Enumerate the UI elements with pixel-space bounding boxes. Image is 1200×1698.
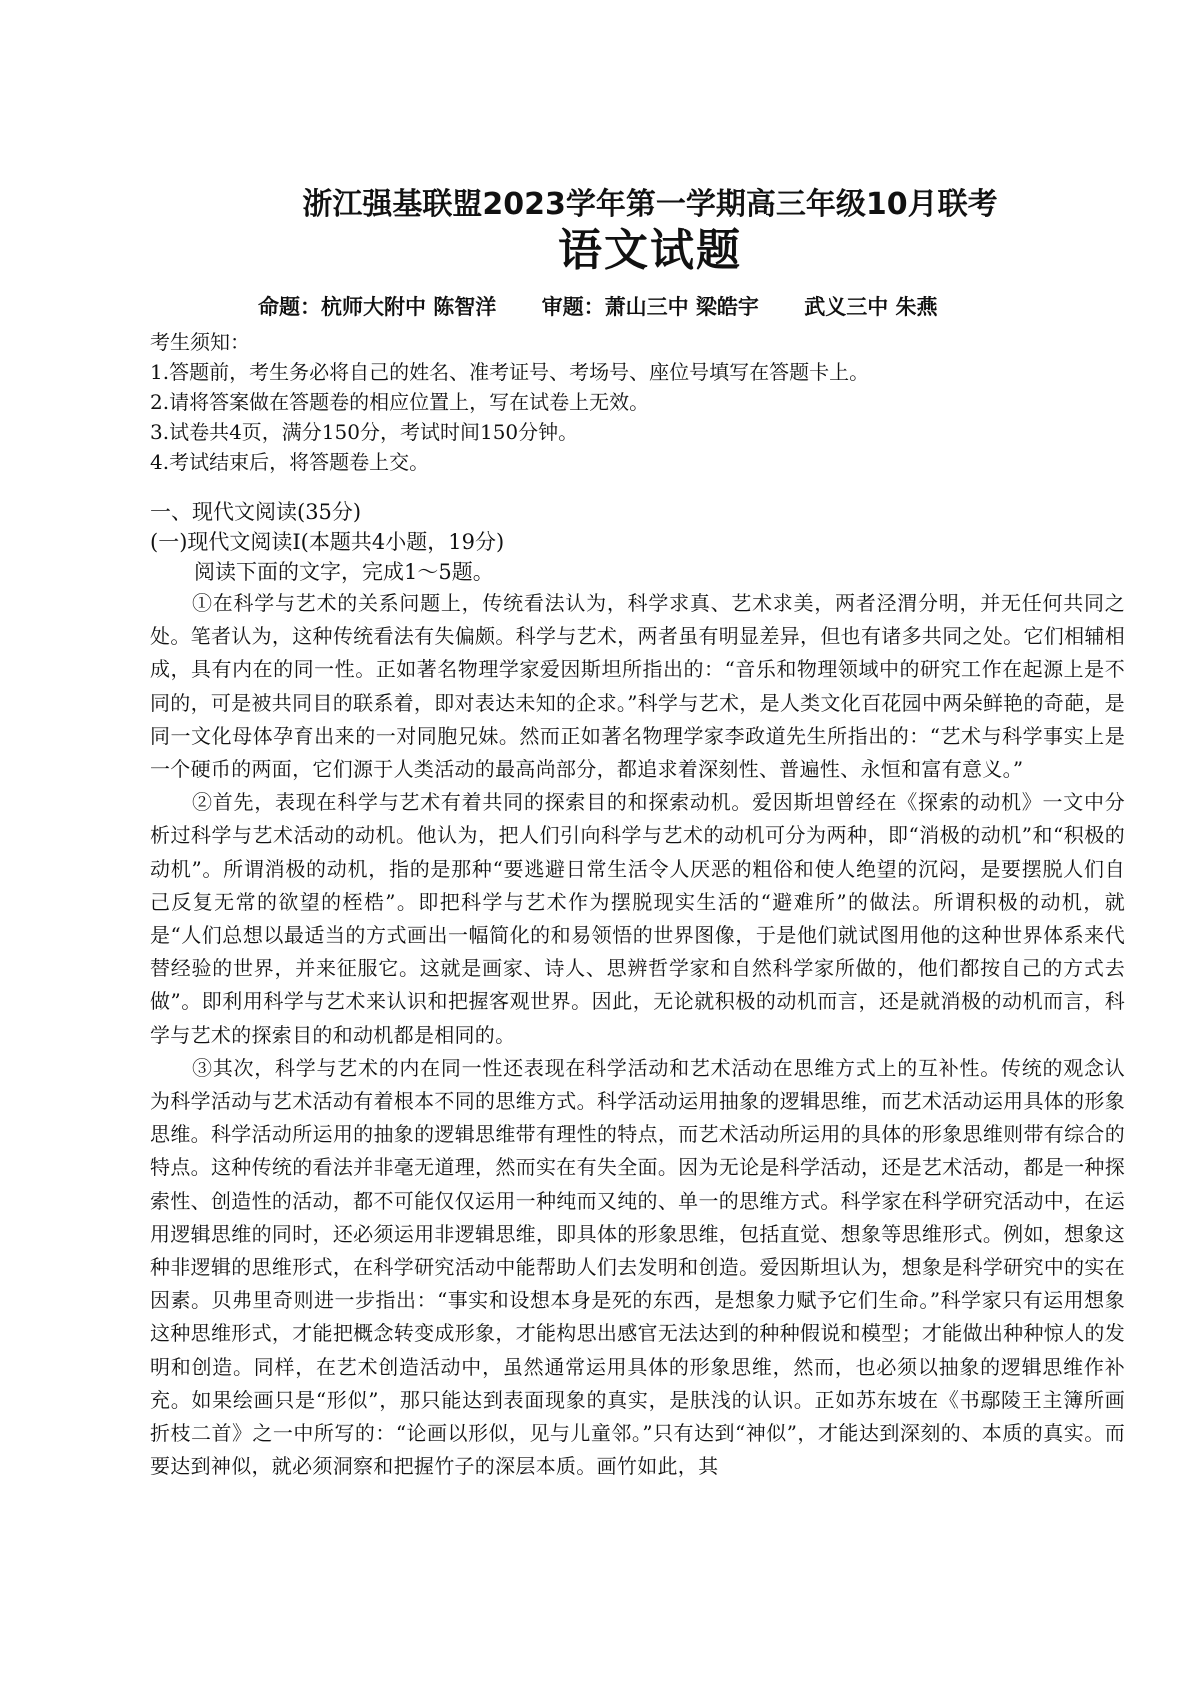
setter-credit: 命题：杭师大附中 陈智洋 [258, 294, 497, 319]
exam-page [150, 185, 1125, 1483]
subsection-heading: (一)现代文阅读Ⅰ(本题共4小题，19分) [150, 530, 505, 554]
notice-heading: 考生须知： [150, 330, 250, 354]
reviewer-credit-1: 审题：萧山三中 梁皓宇 [541, 294, 759, 319]
exam-subject-title: 语文试题 [558, 225, 742, 276]
passage-paragraph-3: ③其次，科学与艺术的内在同一性还表现在科学活动和艺术活动在思维方式上的互补性。传统的观念认为科学活动与艺术活动有着根本不同的思维方式。科学活动运用抽象的逻辑思维，而艺术活动运用具体的形象思维。科学活动所运用的抽象的逻辑思维带有理性的特点，而艺术活动所运用的具体的形象思维则带有综合的特点。这种传统的看法并非毫无道理，然而实在有失全面。因为无论是科学活动，还是艺术活动，都是一种探索性、创造性的活动，都不可能仅仅运用一种纯而又纯的、单一的思维方式。科学家在科学研究活动中，在运用逻辑思维的同时，还必须运用非逻辑思维，即具体的形象思维，包括直觉、想象等思维形式。例如，想象这种非逻辑的思维形式，在科学研究活动中能帮助人们去发明和创造。爱因斯坦认为，想象是科学研究中的实在因素。贝弗里奇则进一步指出：“事实和设想本身是死的东西，是想象力赋予它们生命。”科学家只有运用想象这种思维形式，才能把概念转变成形象，才能构思出感官无法达到的种种假说和模型；才能做出种种惊人的发明和创造。同样，在艺术创造活动中，虽然通常运用具体的形象思维，然而，也必须以抽象的逻辑思维作补充。如果绘画只是“形似”，那只能达到表面现象的真实，是肤浅的认识。正如苏东坡在《书鄢陵王主簿所画折枝二首》之一中所写的：“论画以形似，见与儿童邻。”只有达到“神似”，才能达到深刻的、本质的真实。而要达到神似，就必须洞察和把握竹子的深层本质。画竹如此，其 [150, 1055, 1125, 1479]
passage-paragraph-2: ②首先，表现在科学与艺术有着共同的探索目的和探索动机。爱因斯坦曾经在《探索的动机》一文中分析过科学与艺术活动的动机。他认为，把人们引向科学与艺术的动机可分为两种，即“消极的动机”和“积极的动机”。所谓消极的动机，指的是那种“要逃避日常生活令人厌恶的粗俗和使人绝望的沉闷，是要摆脱人们自己反复无常的欲望的桎梏”。即把科学与艺术作为摆脱现实生活的“避难所”的做法。所谓积极的动机，就是“人们总想以最适当的方式画出一幅简化的和易领悟的世界图像，于是他们就试图用他的这种世界体系来代替经验的世界，并来征服它。这就是画家、诗人、思辨哲学家和自然科学家所做的，他们都按自己的方式去做”。即利用科学与艺术来认识和把握客观世界。因此，无论就积极的动机而言，还是就消极的动机而言，科学与艺术的探索目的和动机都是相同的。 [150, 790, 1125, 1047]
notice-item: 2.请将答案做在答题卷的相应位置上，写在试卷上无效。 [150, 390, 650, 414]
notice-item: 1.答题前，考生务必将自己的姓名、准考证号、考场号、座位号填写在答题卡上。 [150, 360, 870, 384]
section-heading: 一、现代文阅读(35分) [150, 500, 362, 524]
reviewer-credit-2: 武义三中 朱燕 [804, 294, 938, 319]
passage-paragraph-1: ①在科学与艺术的关系问题上，传统看法认为，科学求真、艺术求美，两者泾渭分明，并无任何共同之处。笔者认为，这种传统看法有失偏颇。科学与艺术，两者虽有明显差异，但也有诸多共同之处。它们相辅相成，具有内在的同一性。正如著名物理学家爱因斯坦所指出的：“音乐和物理领域中的研究工作在起源上是不同的，可是被共同目的联系着，即对表达未知的企求。”科学与艺术，是人类文化百花园中两朵鲜艳的奇葩，是同一文化母体孕育出来的一对同胞兄妹。然而正如著名物理学家李政道先生所指出的：“艺术与科学事实上是一个硬币的两面，它们源于人类活动的最高尚部分，都追求着深刻性、普遍性、永恒和富有意义。” [150, 591, 1125, 782]
exam-title: 浙江强基联盟2023学年第一学期高三年级10月联考 [302, 187, 998, 222]
notice-item: 4.考试结束后，将答题卷上交。 [150, 450, 430, 474]
reading-instruction: 阅读下面的文字，完成1～5题。 [194, 560, 494, 584]
candidate-notice [150, 327, 1125, 477]
authors-line [150, 293, 1125, 321]
notice-item: 3.试卷共4页，满分150分，考试时间150分钟。 [150, 420, 579, 444]
